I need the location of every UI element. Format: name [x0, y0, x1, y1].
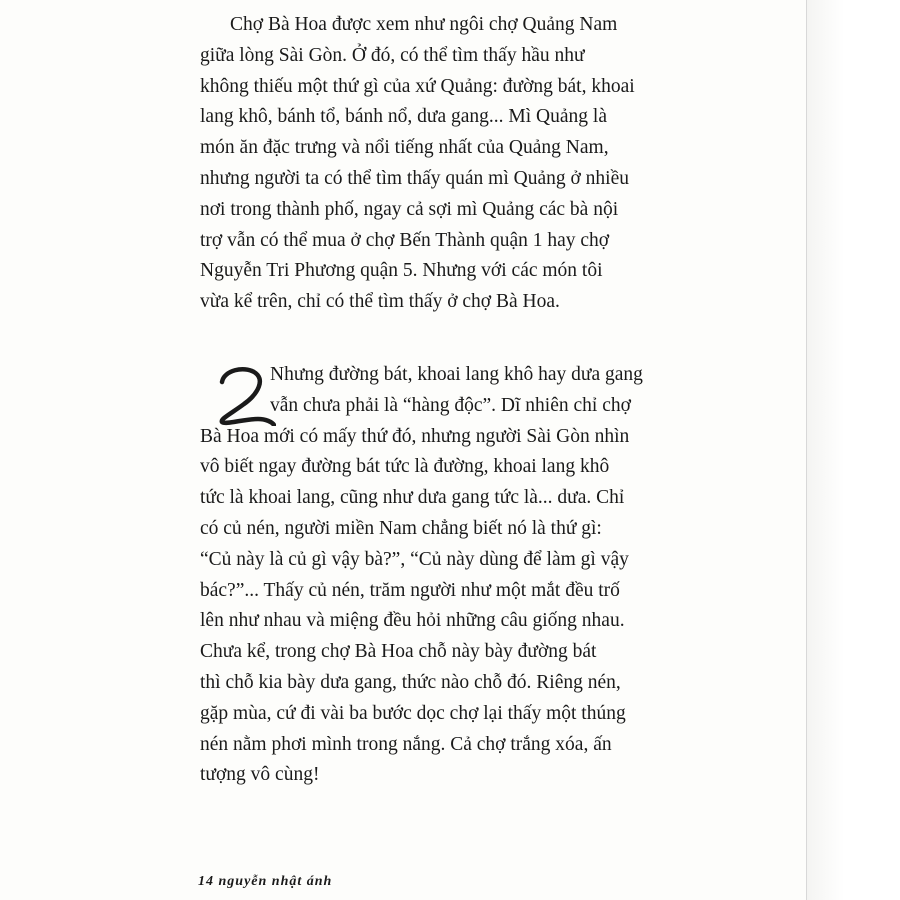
paragraph-1-line: vừa kể trên, chỉ có thể tìm thấy ở chợ Bà Hoa.	[200, 291, 560, 313]
paragraph-1-line: không thiếu một thứ gì của xứ Quảng: đường bát, khoai	[200, 75, 635, 97]
paragraph-1-line: Chợ Bà Hoa được xem như ngôi chợ Quảng Nam	[230, 14, 618, 35]
page-number: 14	[198, 874, 214, 889]
paragraph-2-line: nén nằm phơi mình trong nắng. Cả chợ trắng xóa, ấn	[200, 733, 612, 755]
paragraph-1-line: trợ vẫn có thể mua ở chợ Bến Thành quận 1 hay chợ	[200, 229, 610, 251]
paragraph-2-line: lên như nhau và miệng đều hỏi những câu giống nhau.	[200, 610, 625, 632]
paragraph-1	[200, 10, 740, 318]
paragraph-2-line: bác?”... Thấy củ nén, trăm người như một mắt đều trố	[200, 579, 620, 601]
paragraph-2-line: tức là khoai lang, cũng như dưa gang tức là... dưa. Chỉ	[200, 487, 625, 509]
paragraph-2-line: vô biết ngay đường bát tức là đường, khoai lang khô	[200, 456, 610, 478]
paragraph-2-line: tượng vô cùng!	[200, 764, 320, 786]
page-footer	[198, 873, 332, 891]
paragraph-2-line: Chưa kể, trong chợ Bà Hoa chỗ này bày đường bát	[200, 641, 597, 663]
paragraph-2-line: thì chỗ kia bày dưa gang, thức nào chỗ đó. Riêng nén,	[200, 671, 621, 693]
paragraph-1-line: Nguyễn Tri Phương quận 5. Nhưng với các món tôi	[200, 260, 603, 282]
paragraph-1-line: giữa lòng Sài Gòn. Ở đó, có thể tìm thấy hầu như	[200, 44, 585, 66]
paragraph-1-line: món ăn đặc trưng và nổi tiếng nhất của Quảng Nam,	[200, 137, 609, 159]
paragraph-2-line: “Củ này là củ gì vậy bà?”, “Củ này dùng để làm gì vậy	[200, 548, 629, 570]
author-name: nguyễn nhật ánh	[218, 874, 333, 889]
paragraph-1-line: nhưng người ta có thể tìm thấy quán mì Quảng ở nhiều	[200, 167, 629, 189]
paragraph-1-line: nơi trong thành phố, ngay cả sợi mì Quảng các bà nội	[200, 198, 619, 220]
paragraph-2-line: có củ nén, người miền Nam chẳng biết nó là thứ gì:	[200, 517, 602, 539]
paragraph-2-line: gặp mùa, cứ đi vài ba bước dọc chợ lại thấy một thúng	[200, 702, 626, 724]
paragraph-1-line: lang khô, bánh tổ, bánh nổ, dưa gang... Mì Quảng là	[200, 106, 607, 128]
paragraph-2-line: Bà Hoa mới có mấy thứ đó, nhưng người Sài Gòn nhìn	[200, 425, 630, 447]
paragraph-2-line: Nhưng đường bát, khoai lang khô hay dưa gang	[270, 364, 643, 385]
paragraph-2-line: vẫn chưa phải là “hàng độc”. Dĩ nhiên chỉ chợ	[270, 394, 631, 416]
page-margin	[807, 0, 900, 900]
paragraph-2	[200, 360, 740, 791]
